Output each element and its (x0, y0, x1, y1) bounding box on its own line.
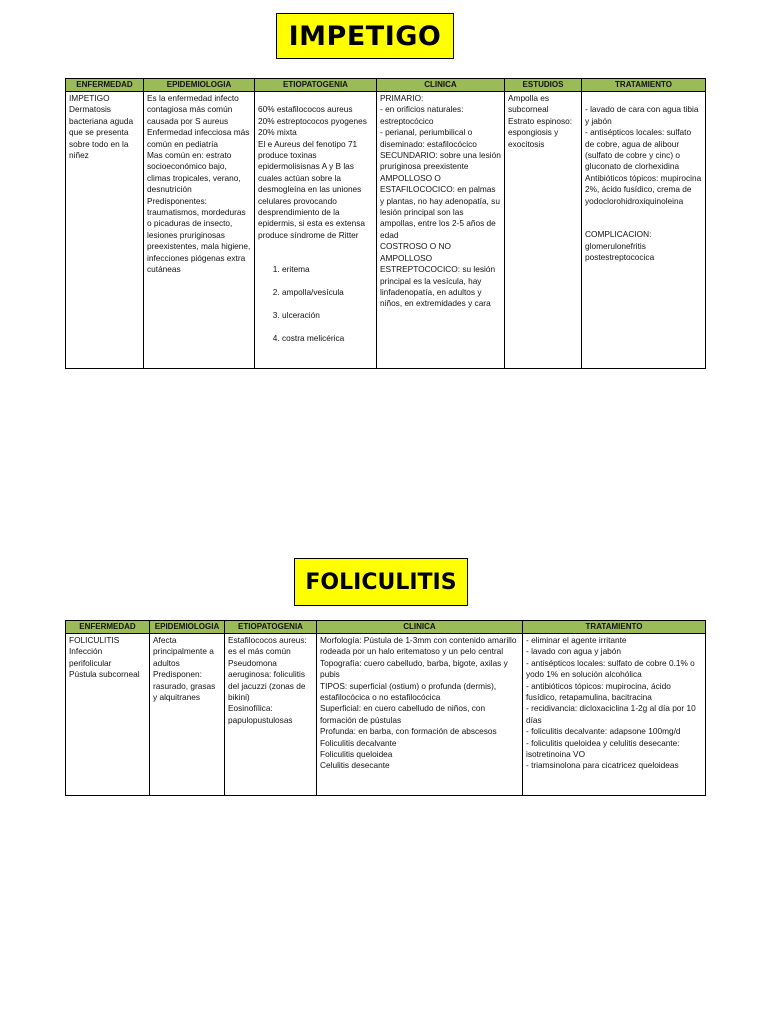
header-epidemiologia: EPIDEMIOLOGIA (150, 621, 225, 634)
etiopatogenia-text: 60% estafilococos aureus 20% estreptococos pyogenes 20% mixta El e Aureus del fenotipo 71 produce toxinas epidermolisisnas A y B las cuales actúan sobre la desmogleína en las uniones celulares provocando desprendimiento de la epidermis, si esta es extensa produce síndrome de Ritter (258, 104, 367, 240)
cell-estudios: Ampolla es subcorneal Estrato espinoso: espongiosis y exocitosis (505, 92, 582, 369)
foliculitis-table (65, 620, 706, 796)
header-tratamiento: TRATAMIENTO (523, 621, 706, 634)
table-header-row (66, 621, 706, 634)
cell-epidemiologia: Afecta principalmente a adultos Predisponen: rasurado, grasas y alquitranes (150, 634, 225, 796)
list-item: 1. eritema (282, 264, 373, 275)
cell-tratamiento: - eliminar el agente irritante - lavado con agua y jabón - antisépticos locales: sulfato de cobre 0.1% o yodo 1% en solución alcohólica - antibióticos tópicos: mupirocina, ácido fusídico, retapamulina, bacitracina - recidivancia: dicloxaciclina 1-2g al día por 10 días - foliculitis decalvante: adapsone 100mg/d - foliculitis queloidea y celulitis desecante: isotretinoina VO - triamsinolona para cicatricez queloideas (523, 634, 706, 796)
foliculitis-title: FOLICULITIS (294, 558, 468, 606)
cell-enfermedad: IMPETIGO Dermatosis bacteriana aguda que se presenta sobre todo en la niñez (66, 92, 144, 369)
impetigo-table (65, 78, 706, 369)
cell-clinica: PRIMARIO: - en orificios naturales: estreptocócico - perianal, periumbilical o diseminado: estafilocócico SECUNDARIO: sobre una lesión pruriginosa preexistente AMPOLLOSO O ESTAFILOCOCICO: en palmas y plantas, no hay adenopatía, su lesión principal son las ampollas, entre los 2-5 años de edad COSTROSO O NO AMPOLLOSO ESTREPTOCOCICO: su lesión principal es la vesícula, hay linfadenopatía, en adultos y niños, en extremidades y cara (377, 92, 505, 369)
header-etiopatogenia: ETIOPATOGENIA (225, 621, 317, 634)
list-item: 2. ampolla/vesícula (282, 287, 373, 298)
cell-etiopatogenia: Estafilococos aureus: es el más común Pseudomona aeruginosa: foliculitis del jacuzzi (zonas de bikini) Eosinofílica: papulopustulosas (225, 634, 317, 796)
table-row (66, 634, 706, 796)
impetigo-title: IMPETIGO (276, 13, 454, 59)
header-epidemiologia: EPIDEMIOLOGIA (144, 79, 255, 92)
cell-clinica: Morfología: Pústula de 1-3mm con contenido amarillo rodeada por un halo eritematoso y un pelo central Topografía: cuero cabelludo, barba, bigote, axilas y pubis TIPOS: superficial (ostium) o profunda (dermis), estafilocócica o no estafilocócica Superficial: en cuero cabelludo de niños, con formación de pústulas Profunda: en barba, con formación de abscesos Foliculitis decalvante Foliculitis queloidea Celulitis desecante (317, 634, 523, 796)
list-item: 4. costra melicérica (282, 333, 373, 344)
table-header-row (66, 79, 706, 92)
header-tratamiento: TRATAMIENTO (582, 79, 706, 92)
header-enfermedad: ENFERMEDAD (66, 621, 150, 634)
tratamiento-text: - lavado de cara con agua tibia y jabón - antisépticos locales: sulfato de cobre, agua de alibour (sulfato de cobre y cinc) o gluconato de clorhexidina Antibióticos tópicos: mupirocina 2%, ácido fusídico, crema de yodoclorohidroxiquinoleina (585, 104, 702, 206)
cell-epidemiologia: Es la enfermedad infecto contagiosa más común causada por S aureus Enfermedad infecciosa más común en pediatría Mas común en: estrato socioeconómico bajo, climas tropicales, verano, desnutrición Predisponentes: traumatismos, mordeduras o picaduras de insecto, lesiones pruriginosas preexistentes, mala higiene, infecciones piógenas extra cutáneas (144, 92, 255, 369)
header-enfermedad: ENFERMEDAD (66, 79, 144, 92)
cell-enfermedad: FOLICULITIS Infección perifolicular Pústula subcorneal (66, 634, 150, 796)
cell-etiopatogenia (255, 92, 377, 369)
header-etiopatogenia: ETIOPATOGENIA (255, 79, 377, 92)
header-clinica: CLINICA (317, 621, 523, 634)
table-row (66, 92, 706, 369)
cell-tratamiento (582, 92, 706, 369)
lesion-list (258, 253, 373, 356)
list-item: 3. ulceración (282, 310, 373, 321)
complicacion-text: COMPLICACION: glomerulonefritis postestreptococica (585, 229, 655, 263)
header-clinica: CLINICA (377, 79, 505, 92)
header-estudios: ESTUDIOS (505, 79, 582, 92)
